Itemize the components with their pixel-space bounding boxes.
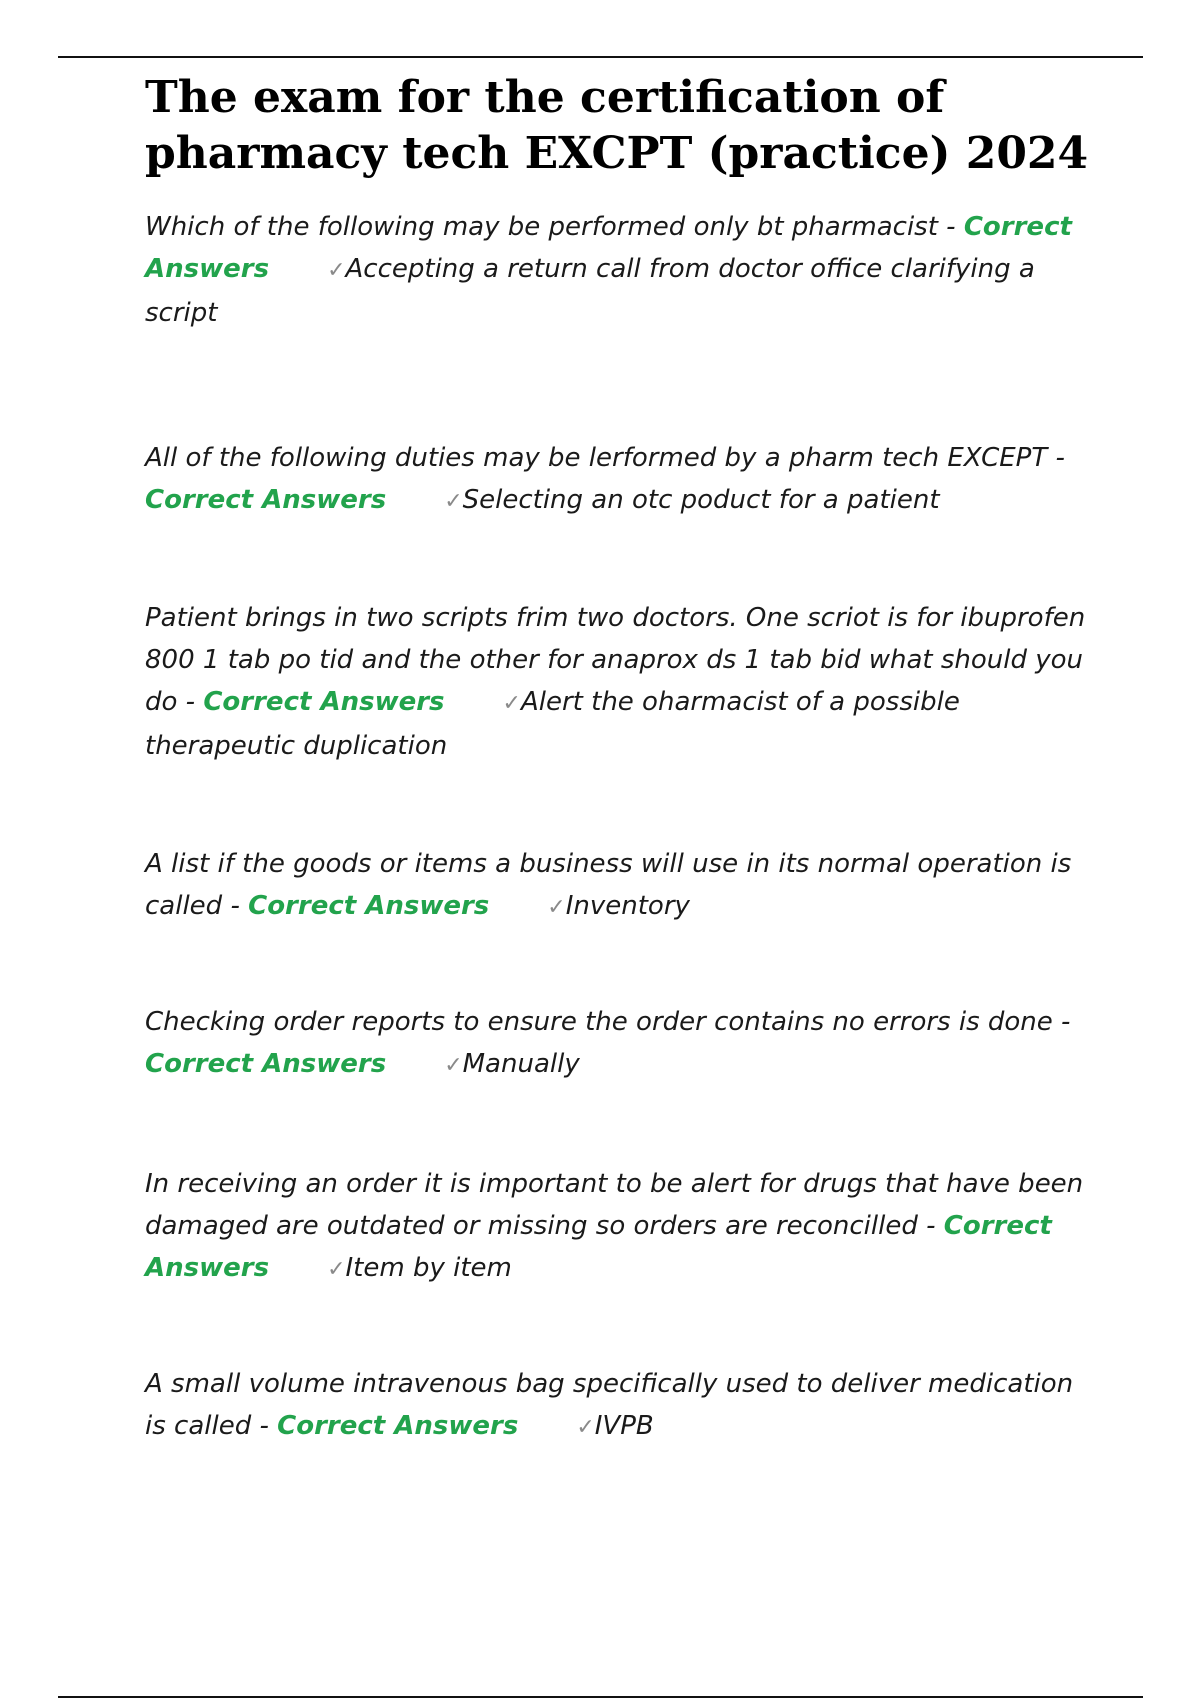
check-circle-icon: ✓ [547, 895, 566, 920]
answer-text: Inventory [565, 891, 690, 921]
qa-item [145, 1001, 1095, 1087]
separator: - [1047, 443, 1065, 473]
qa-item [145, 597, 1095, 767]
top-rule [58, 56, 1143, 58]
qa-item [145, 843, 1095, 929]
check-circle-icon: ✓ [502, 691, 521, 716]
page-title: The exam for the certification of pharmacy tech EXCPT (practice) 2024 [145, 72, 1089, 179]
correct-answers-label: Correct Answers [248, 891, 490, 921]
correct-answers-label: Correct Answers [277, 1411, 519, 1441]
document [145, 70, 1095, 1449]
qa-item [145, 1163, 1095, 1291]
check-circle-icon: ✓ [327, 1257, 346, 1282]
correct-answers-label: Correct Answers [145, 1211, 1052, 1283]
correct-answers-label: Correct Answers [203, 687, 445, 717]
separator: - [1052, 1007, 1071, 1037]
answer-text: Selecting an otc poduct for a patient [462, 485, 940, 515]
answer-text: IVPB [594, 1411, 654, 1441]
answer-text: Item by item [345, 1253, 512, 1283]
separator: - [251, 1411, 278, 1441]
question-text: Which of the following may be performed only bt pharmacist [145, 212, 938, 242]
answer-text: Manually [462, 1049, 580, 1079]
answer-text: Accepting a return call from doctor office clarifying a script [145, 254, 1035, 328]
qa-item [145, 1363, 1095, 1449]
check-circle-icon: ✓ [444, 1053, 463, 1078]
check-circle-icon: ✓ [576, 1415, 595, 1440]
bottom-rule [58, 1696, 1143, 1698]
separator: - [177, 687, 204, 717]
qa-item [145, 437, 1095, 523]
correct-answers-label: Correct Answers [145, 1049, 387, 1079]
question-text: A small volume intravenous bag specifically used to deliver medication is called [145, 1369, 1074, 1441]
question-text: Patient brings in two scripts frim two doctors. One scriot is for ibuprofen 800 1 tab po tid and the other for anaprox ds 1 tab bid what should you do [145, 603, 1086, 717]
correct-answers-label: Correct Answers [145, 212, 1072, 284]
question-text: A list if the goods or items a business will use in its normal operation is called [145, 849, 1072, 921]
separator: - [222, 891, 249, 921]
correct-answers-label: Correct Answers [145, 485, 387, 515]
question-text: Checking order reports to ensure the order contains no errors is done [145, 1007, 1053, 1037]
separator: - [917, 1211, 944, 1241]
check-circle-icon: ✓ [327, 258, 346, 283]
qa-item [145, 206, 1095, 334]
question-text: All of the following duties may be lerformed by a pharm tech EXCEPT [145, 443, 1048, 473]
separator: - [937, 212, 964, 242]
check-circle-icon: ✓ [444, 489, 463, 514]
answer-text: Alert the oharmacist of a possible therapeutic duplication [145, 687, 960, 761]
question-text: In receiving an order it is important to be alert for drugs that have been damaged are outdated or missing so orders are reconcilled [145, 1169, 1084, 1241]
